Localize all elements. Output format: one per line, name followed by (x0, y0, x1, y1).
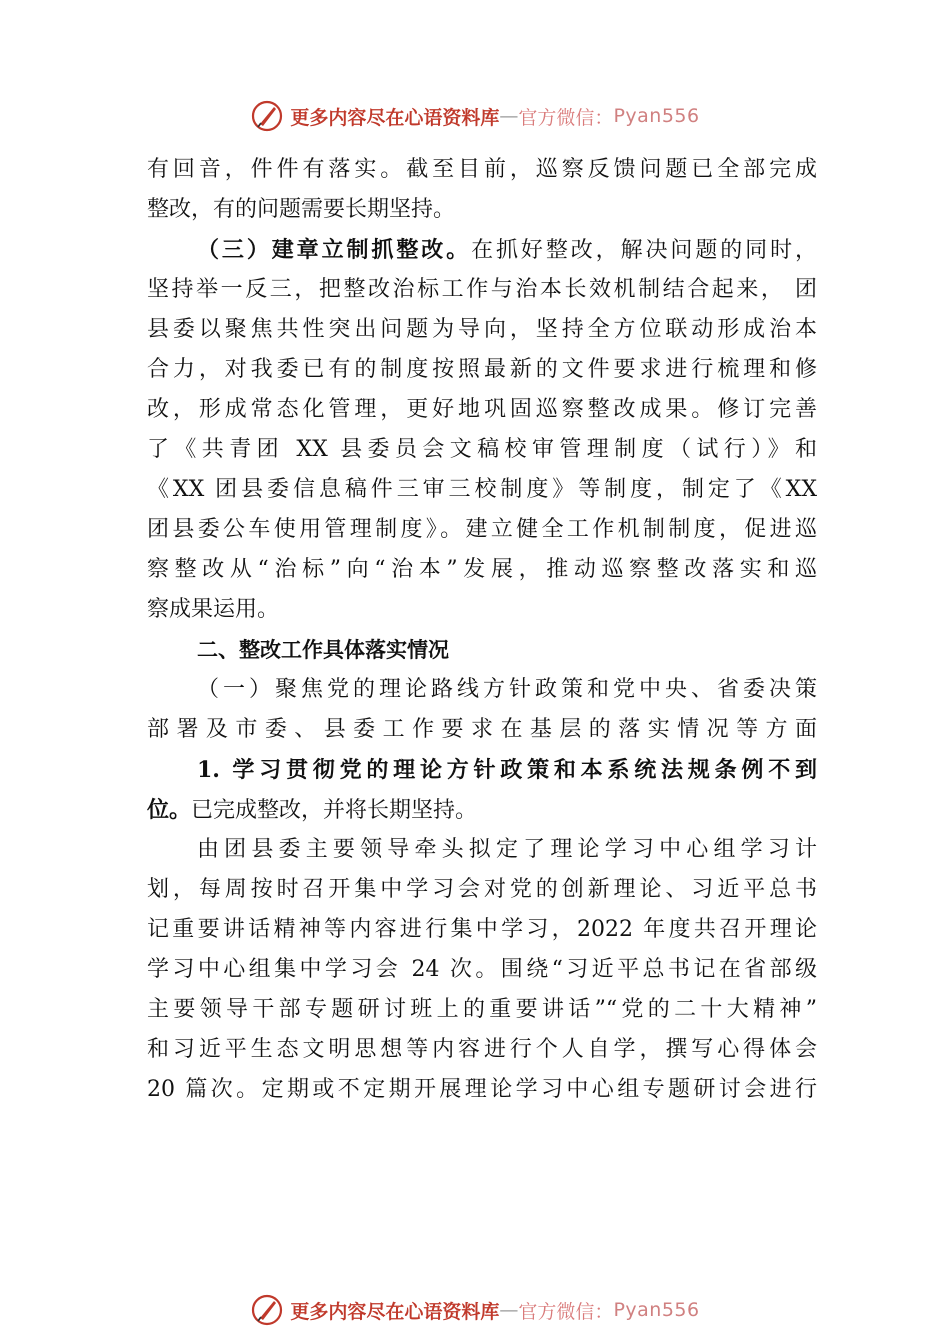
subheading-inline: （三）建章立制抓整改。 (197, 237, 472, 263)
body-line: 团县委公车使用管理制度》。建立健全工作机制制度，促进巡 (147, 517, 817, 542)
body-line: 察整改从“治标”向“治本”发展，推动巡察整改落实和巡 (147, 557, 817, 582)
body-line (147, 230, 817, 270)
header-wechat-label: 官方微信： (518, 106, 614, 129)
item-heading: 1. 学习贯彻党的理论方针政策和本系统法规条例不到 (197, 757, 817, 783)
quill-logo-icon (250, 1293, 284, 1327)
footer-brand: 更多内容尽在心语资料库 (290, 1300, 500, 1323)
item-heading-end: 位。 (147, 797, 192, 823)
body-line: 县委以聚焦共性突出问题为导向，坚持全方位联动形成治本 (147, 317, 817, 342)
body-line: 有回音，件件有落实。截至目前，巡察反馈问题已全部完成 (147, 157, 817, 182)
body-line: 划，每周按时召开集中学习会对党的创新理论、习近平总书 (147, 877, 817, 902)
section-heading: 二、整改工作具体落实情况 (197, 638, 449, 662)
header-brand: 更多内容尽在心语资料库 (290, 106, 500, 129)
body-line: 《XX 团县委信息稿件三审三校制度》等制度，制定了《XX (147, 477, 817, 502)
footer-dash: — (499, 1299, 519, 1321)
header-dash: — (499, 105, 519, 127)
header-watermark (0, 96, 950, 136)
footer-wechat-id: Pyan556 (613, 1299, 700, 1321)
body-line: 主要领导干部专题研讨班上的重要讲话”“党的二十大精神” (147, 997, 817, 1022)
body-line (147, 790, 817, 830)
body-text: 已完成整改，并将长期坚持。 (191, 798, 478, 823)
body-line: 坚持举一反三，把整改治标工作与治本长效机制结合起来， 团 (147, 277, 817, 302)
body-line: 20 篇次。定期或不定期开展理论学习中心组专题研讨会进行 (147, 1077, 817, 1102)
body-line: 了《共青团 XX 县委员会文稿校审管理制度（试行）》和 (147, 437, 817, 462)
body-line: 改，形成常态化管理，更好地巩固巡察整改成果。修订完善 (147, 397, 817, 422)
header-wechat-id: Pyan556 (613, 105, 700, 127)
footer-watermark (0, 1290, 950, 1330)
quill-logo-icon (250, 99, 284, 133)
body-line: 和习近平生态文明思想等内容进行个人自学，撰写心得体会 (147, 1037, 817, 1062)
body-line: 记重要讲话精神等内容进行集中学习，2022 年度共召开理论 (147, 917, 817, 942)
body-line: 学习中心组集中学习会 24 次。围绕“习近平总书记在省部级 (147, 957, 817, 982)
body-text: 在抓好整改，解决问题的同时， (471, 238, 817, 263)
footer-wechat-label: 官方微信： (518, 1300, 614, 1323)
body-line: 察成果运用。 (147, 597, 280, 622)
body-line: （一）聚焦党的理论路线方针政策和党中央、省委决策 (197, 677, 817, 702)
body-line: 整改，有的问题需要长期坚持。 (147, 197, 456, 222)
body-line: 合力，对我委已有的制度按照最新的文件要求进行梳理和修 (147, 357, 817, 382)
document-body (147, 150, 817, 1110)
body-line: 由团县委主要领导牵头拟定了理论学习中心组学习计 (197, 837, 817, 862)
body-line: 部署及市委、县委工作要求在基层的落实情况等方面 (147, 717, 817, 742)
